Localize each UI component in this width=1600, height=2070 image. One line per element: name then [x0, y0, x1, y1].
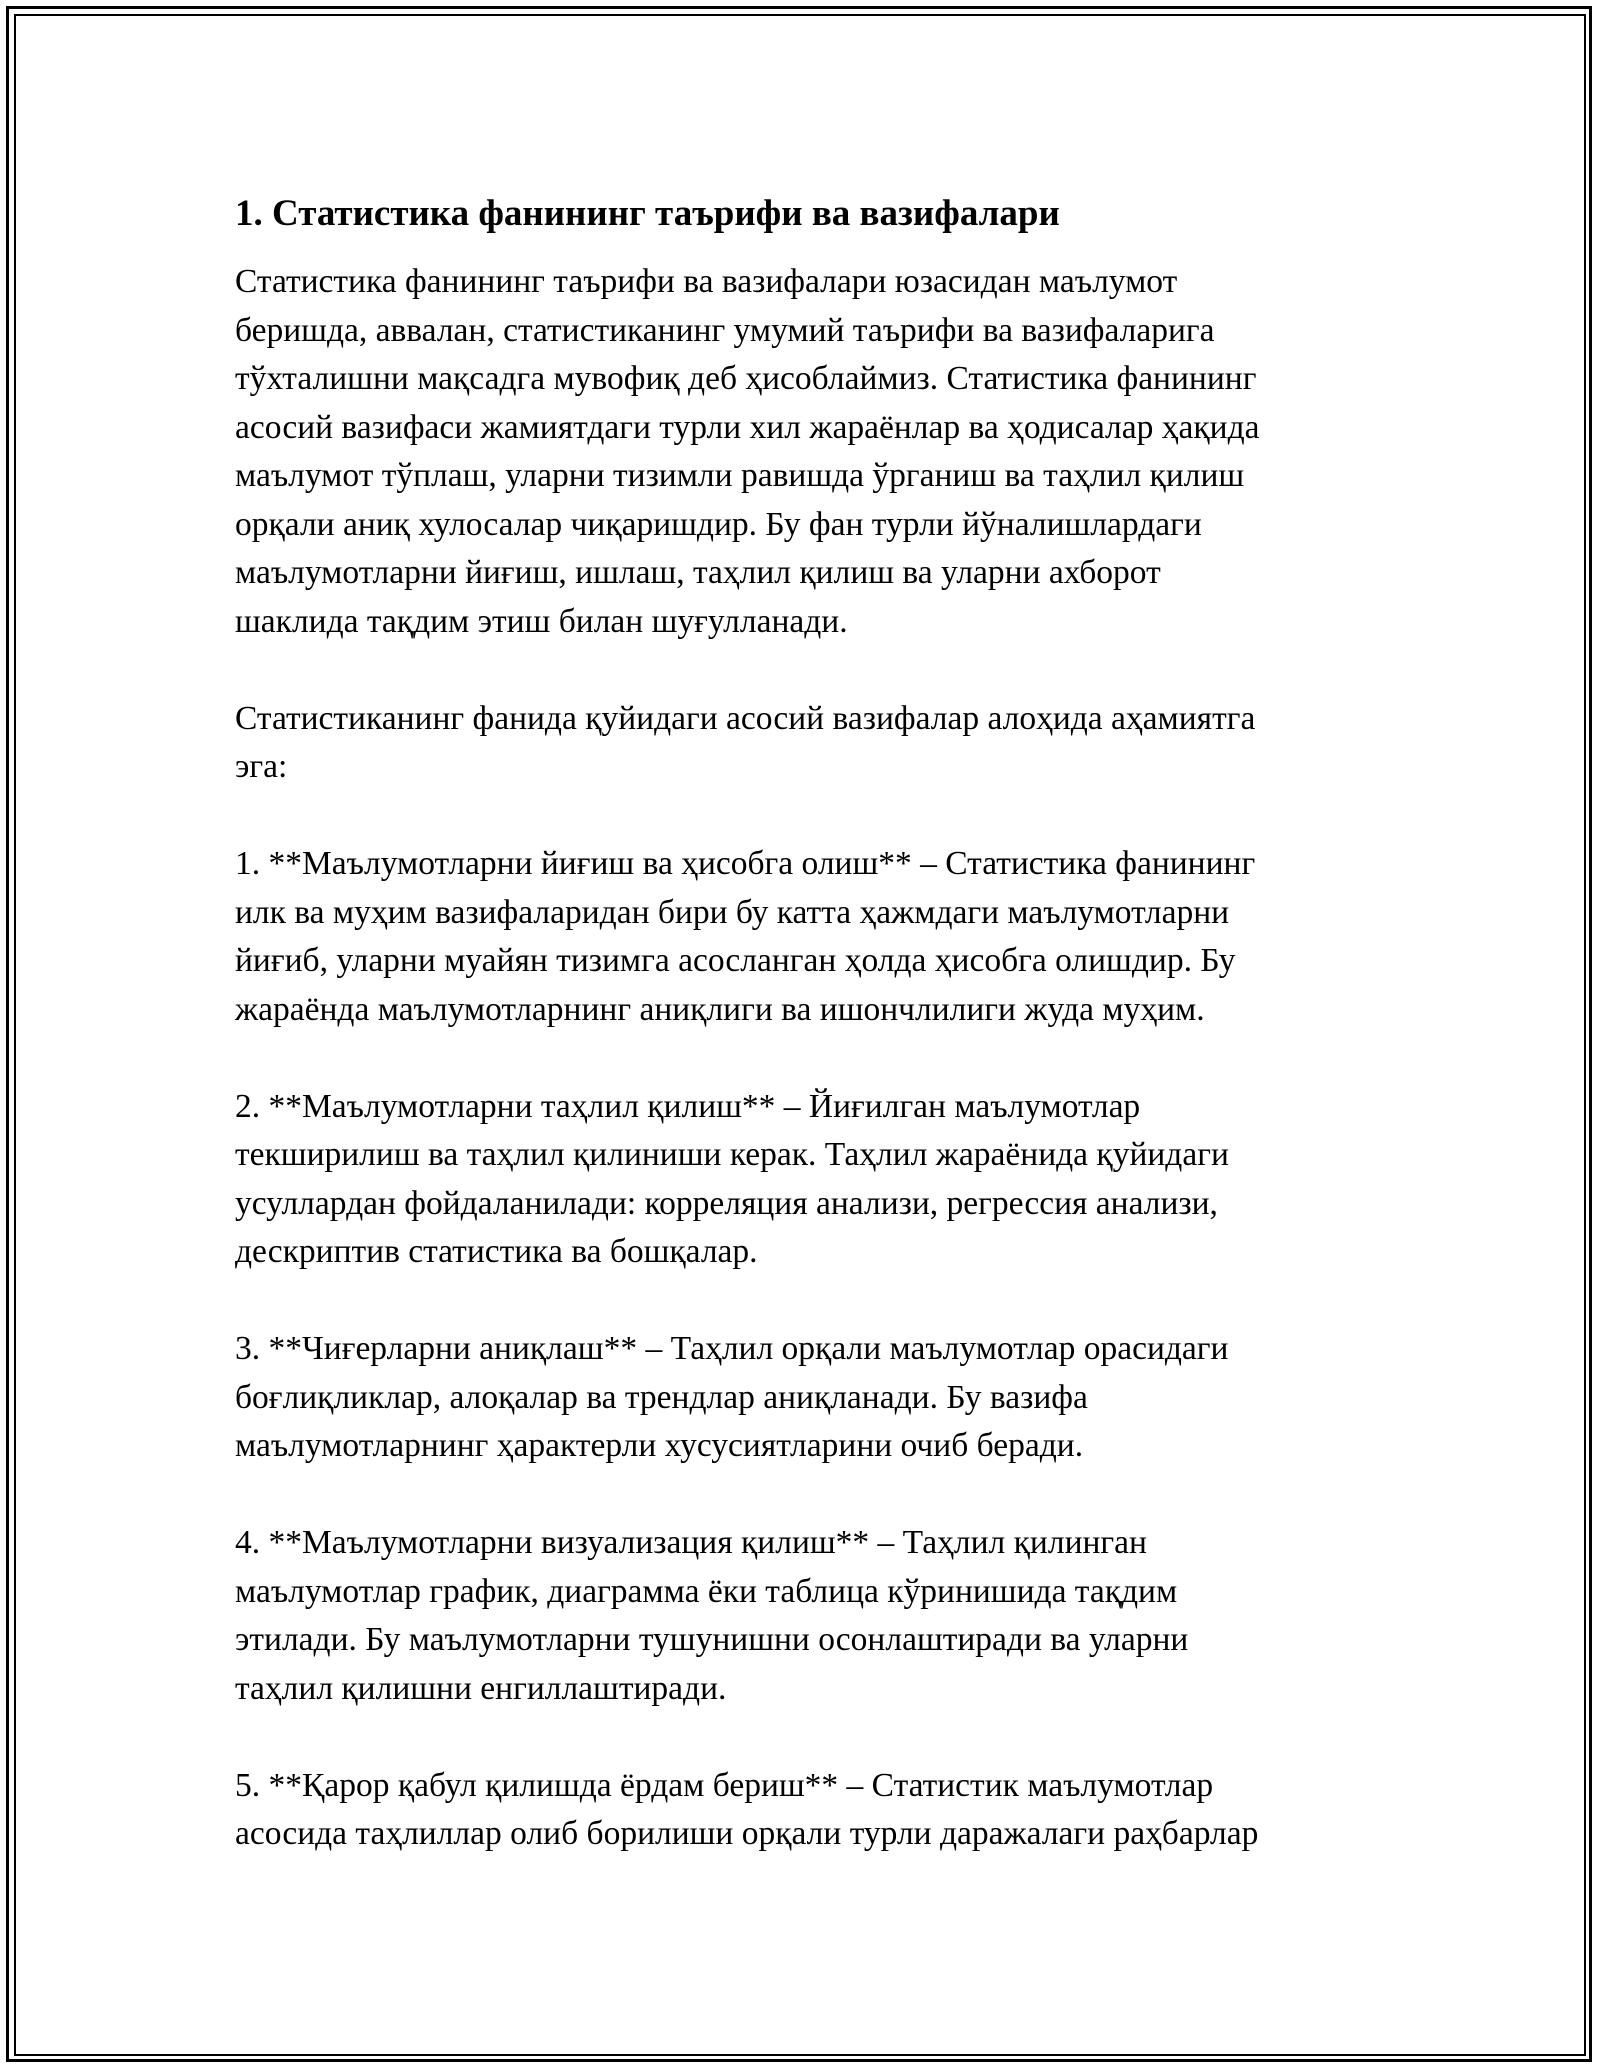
- paragraph-gap: [235, 1713, 1370, 1762]
- paragraph-tasks-lead: Статистиканинг фанида қуйидаги асосий вазифалар алоҳида аҳамиятга эга:: [235, 699, 1256, 785]
- list-item-5: 5. **Қарор қабул қилишда ёрдам бериш** – Статистик маълумотлар асосида таҳлиллар олиб борилиши орқали турли даражалаги раҳбарлар: [235, 1766, 1259, 1852]
- paragraph-gap: [235, 1471, 1370, 1520]
- list-item-2: 2. **Маълумотларни таҳлил қилиш** – Йиғилган маълумотлар текширилиш ва таҳлил қилиниши керак. Таҳлил жараёнида қуйидаги усуллардан фойдаланилади: корреляция анализи, регрессия анализи, дескриптив статистика ва бошқалар.: [235, 1087, 1229, 1270]
- paragraph-intro: Статистика фанининг таърифи ва вазифалари юзасидан маълумот беришда, аввалан, статистиканинг умумий таърифи ва вазифаларига тўхталишни мақсадга мувофиқ деб ҳисоблаймиз. Статистика фанининг асосий вазифаси жамиятдаги турли хил жараёнлар ва ҳодисалар ҳақида маълумот тўплаш, уларни тизимли равишда ўрганиш ва таҳлил қилиш орқали аниқ хулосалар чиқаришдир. Бу фан турли йўналишлардаги маълумотларни йиғиш, ишлаш, таҳлил қилиш ва уларни ахборот шаклида тақдим этиш билан шуғулланади.: [235, 263, 1260, 640]
- section-heading: 1. Статистика фанининг таърифи ва вазифалари: [235, 193, 1060, 234]
- paragraph-gap: [235, 1277, 1370, 1326]
- paragraph-gap: [235, 1034, 1370, 1083]
- paragraph-gap: [235, 792, 1370, 841]
- document-body: [235, 190, 1370, 1859]
- paragraph-gap: [235, 646, 1370, 695]
- list-item-3: 3. **Чиғерларни аниқлаш** – Таҳлил орқали маълумотлар орасидаги боғлиқликлар, алоқалар ва трендлар аниқланади. Бу вазифа маълумотларнинг ҳарактерли хусусиятларини очиб беради.: [235, 1330, 1229, 1464]
- list-item-1: 1. **Маълумотларни йиғиш ва ҳисобга олиш** – Статистика фанининг илк ва муҳим вазифаларидан бири бу катта ҳажмдаги маълумотларни йиғиб, уларни муайян тизимга асосланган ҳолда ҳисобга олишдир. Бу жараёнда маълумотларнинг аниқлиги ва ишончлилиги жуда муҳим.: [235, 845, 1256, 1028]
- list-item-4: 4. **Маълумотларни визуализация қилиш** – Таҳлил қилинган маълумотлар график, диаграмма ёки таблица кўринишида тақдим этилади. Бу маълумотларни тушунишни осонлаштиради ва уларни таҳлил қилишни енгиллаштиради.: [235, 1524, 1189, 1707]
